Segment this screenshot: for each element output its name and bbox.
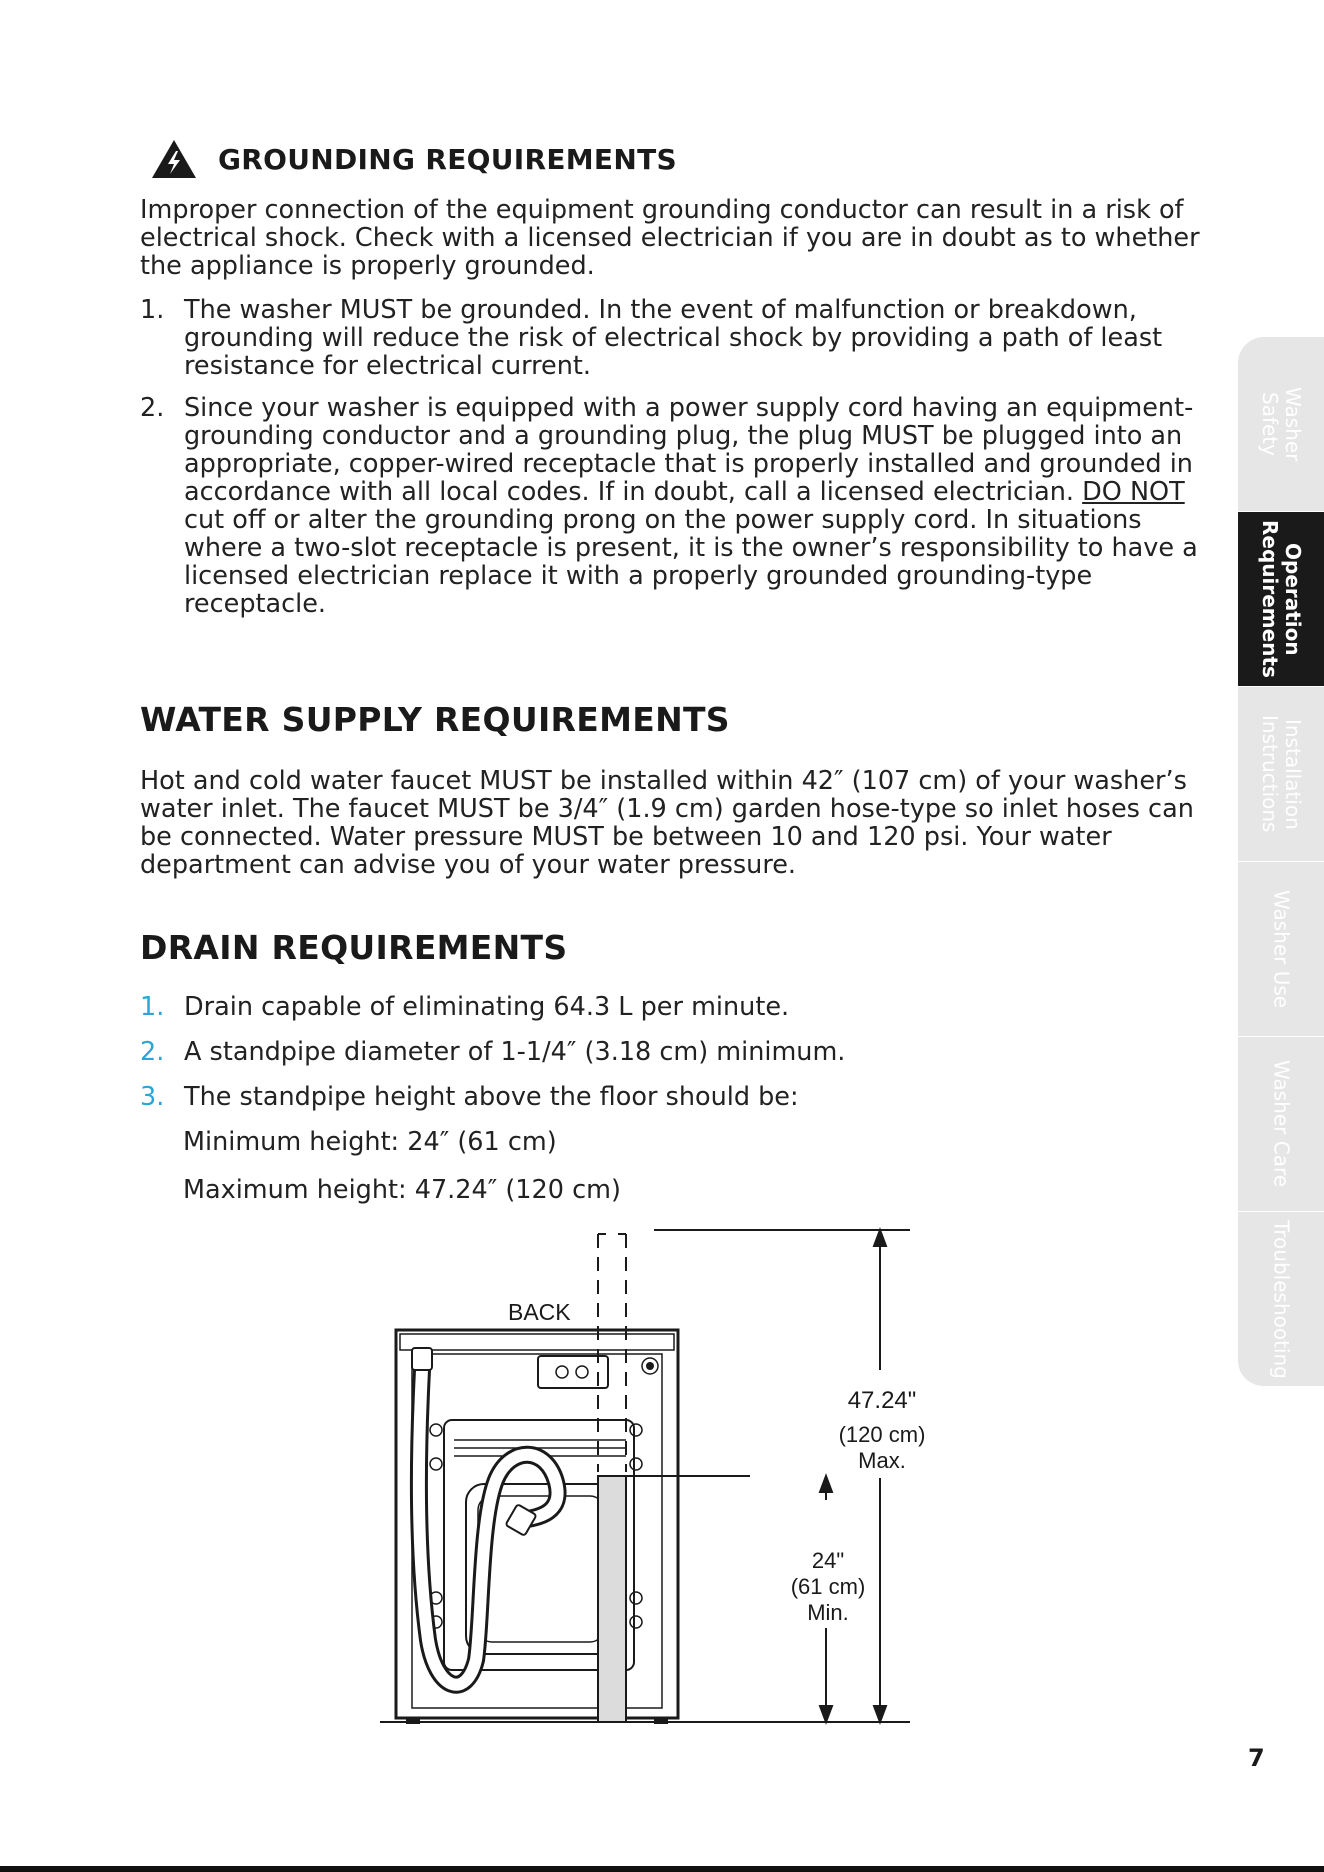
drain-list [140, 992, 1140, 1127]
tab-installation-instructions[interactable] [1238, 687, 1324, 862]
list-text [184, 394, 1200, 618]
list-number: 3. [140, 1082, 165, 1112]
list-text-part: Since your washer is equipped with a power supply cord having an equipment-grounding conductor and a grounding plug, the plug MUST be plugged into an appropriate, copper-wired receptacle that is properly installed and grounded in accordance with all local codes. If in doubt, call a licensed electrician. [184, 393, 1194, 507]
electrical-warning-icon [150, 138, 198, 180]
list-item [140, 1037, 1140, 1067]
tab-washer-care[interactable] [1238, 1037, 1324, 1212]
max-word-label: Max. [858, 1448, 906, 1473]
drain-title: DRAIN REQUIREMENTS [140, 928, 568, 967]
section-tabs [1238, 337, 1324, 1387]
water-supply-title: WATER SUPPLY REQUIREMENTS [140, 700, 730, 739]
grounding-heading [150, 138, 677, 180]
minimum-height-text: Minimum height: 24″ (61 cm) [183, 1127, 557, 1157]
page-number: 7 [1248, 1744, 1265, 1772]
max-value-label: 47.24" [847, 1387, 917, 1414]
list-number: 1. [140, 992, 165, 1022]
list-item [140, 394, 1200, 618]
list-number: 1. [140, 295, 165, 325]
list-item [140, 992, 1140, 1022]
tab-troubleshooting[interactable] [1238, 1212, 1324, 1387]
min-cm-label: (61 cm) [790, 1574, 866, 1599]
list-text: The standpipe height above the floor should be: [184, 1082, 799, 1112]
tab-washer-use[interactable] [1238, 862, 1324, 1037]
do-not-emphasis: DO NOT [1082, 477, 1185, 507]
max-cm-label: (120 cm) [838, 1422, 926, 1447]
tab-label: Washer Safety [1258, 386, 1305, 462]
tab-label: Washer Care [1269, 1060, 1294, 1188]
min-value-label: 24" [811, 1548, 845, 1573]
tab-label: Installation Instructions [1258, 715, 1305, 833]
bottom-rule [0, 1866, 1324, 1872]
standpipe [598, 1234, 626, 1722]
list-item [140, 296, 1200, 380]
back-label: BACK [508, 1299, 571, 1325]
tab-operation-requirements[interactable] [1238, 512, 1324, 687]
tab-washer-safety[interactable] [1238, 337, 1324, 512]
list-text: The washer MUST be grounded. In the event of malfunction or breakdown, grounding will reduce the risk of electrical shock by providing a path of least resistance for electrical current. [184, 295, 1163, 381]
list-number: 2. [140, 1037, 165, 1067]
list-item [140, 1082, 1140, 1112]
list-text: Drain capable of eliminating 64.3 L per minute. [184, 992, 790, 1022]
grounding-list [140, 296, 1200, 632]
water-supply-text: Hot and cold water faucet MUST be installed within 42″ (107 cm) of your washer’s water inlet. The faucet MUST be 3/4″ (1.9 cm) garden hose-type so inlet hoses can be connected. Water pressure MUST be between 10 and 120 psi. Your water department can advise you of your water pressure. [140, 766, 1194, 880]
tab-label: Operation Requirements [1258, 520, 1305, 678]
min-word-label: Min. [807, 1600, 849, 1625]
maximum-height-text: Maximum height: 47.24″ (120 cm) [183, 1175, 621, 1205]
grounding-intro: Improper connection of the equipment grounding conductor can result in a risk of electrical shock. Check with a licensed electrician if you are in doubt as to whether the appliance is properly grounded. [140, 195, 1200, 281]
list-text-part: cut off or alter the grounding prong on the power supply cord. In situations where a two-slot receptacle is present, it is the owner’s responsibility to have a licensed electrician replace it with a properly grounded grounding-type receptacle. [184, 505, 1198, 619]
tab-label: Washer Use [1269, 889, 1294, 1009]
list-number: 2. [140, 393, 165, 423]
list-text: A standpipe diameter of 1-1/4″ (3.18 cm) minimum. [184, 1037, 846, 1067]
standpipe-diagram [370, 1220, 930, 1740]
grounding-title: GROUNDING REQUIREMENTS [218, 142, 677, 176]
tab-label: Troubleshooting [1269, 1219, 1294, 1379]
